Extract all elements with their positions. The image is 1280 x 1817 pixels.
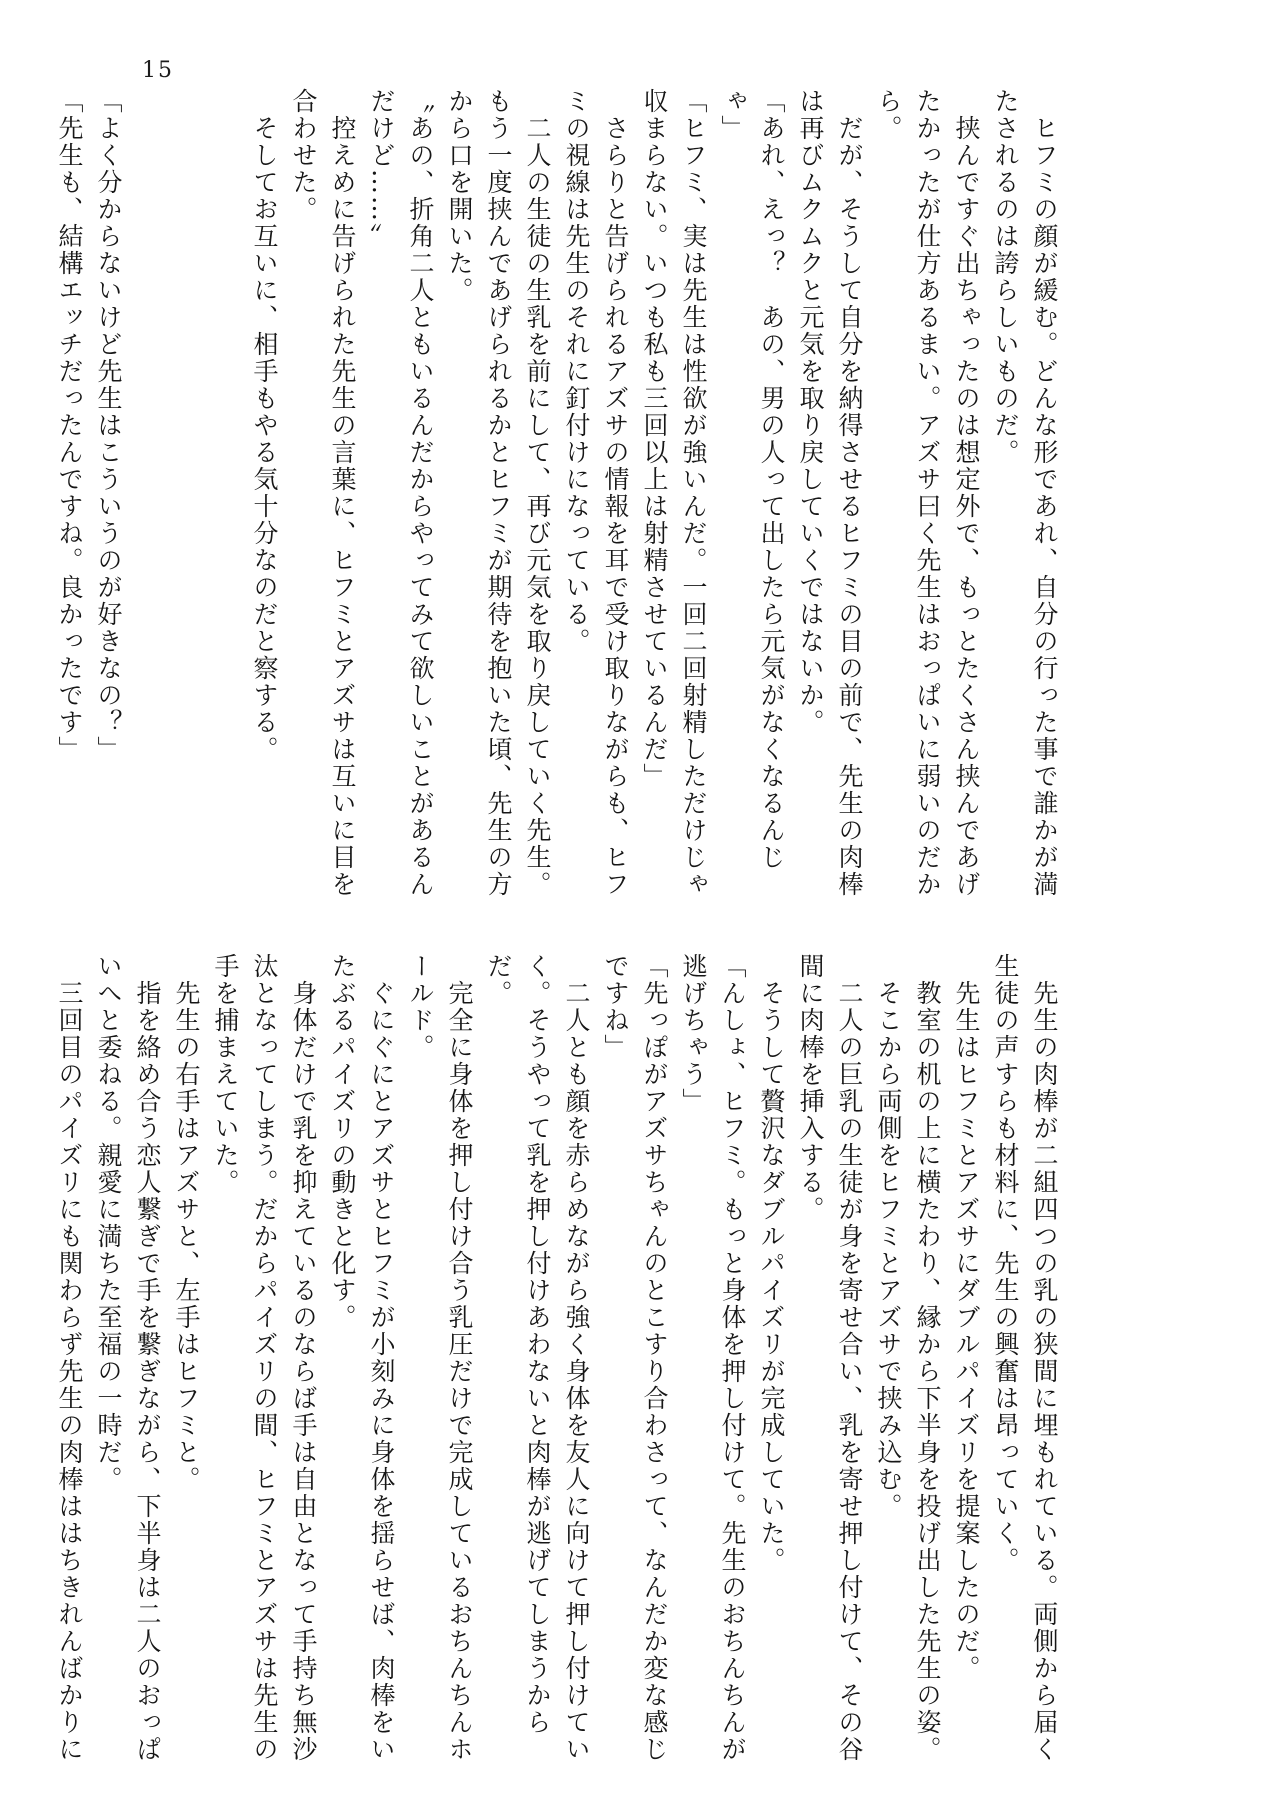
text-line: だが、そうして自分を納得させるヒフミの目の前で、先生の肉棒は再びムクムクと元気を取り戻していくではないか。	[796, 88, 864, 898]
text-line: そしてお互いに、相手もやる気十分なのだと察する。	[250, 88, 279, 763]
text-line: そうして贅沢なダブルパイズリが完成していた。	[757, 953, 786, 1574]
text-line: 教室の机の上に横たわり、縁から下半身を投げ出した先生の姿。	[913, 953, 942, 1763]
text-line: 身体だけで乳を抑えているのならば手は自由となって手持ち無沙汰となってしまう。だからパイズリの間、ヒフミとアズサは先生の手を捕まえていた。	[211, 953, 318, 1763]
text-line: 「よく分からないけど先生はこういうのが好きなの？」	[94, 88, 123, 763]
text-line: 「先っぽがアズサちゃんのとこすり合わさって、なんだか変な感じですね」	[601, 953, 669, 1763]
text-line: 先生の右手はアズサと、左手はヒフミと。	[172, 953, 201, 1493]
text-line: ヒフミの顔が緩む。どんな形であれ、自分の行った事で誰かが満たされるのは誇らしいものだ。	[991, 88, 1059, 898]
text-line: そこから両側をヒフミとアズサで挟み込む。	[874, 953, 903, 1520]
blank-line	[206, 88, 245, 908]
text-line: 「ヒフミ、実は先生は性欲が強いんだ。一回二回射精しただけじゃ収まらない。いつも私も三回以上は射精させているんだ」	[640, 88, 708, 898]
blank-line	[128, 88, 167, 908]
text-line: 二人とも顔を赤らめながら強く身体を友人に向けて押し付けていく。そうやって乳を押し付けあわないと肉棒が逃げてしまうからだ。	[484, 953, 591, 1763]
text-line: 先生はヒフミとアズサにダブルパイズリを提案したのだ。	[952, 953, 981, 1682]
text-line: 完全に身体を押し付け合う乳圧だけで完成しているおちんちんホールド。	[406, 953, 474, 1763]
top-text-block	[55, 88, 1064, 908]
text-line: 「あれ、えっ？ あの、男の人って出したら元気がなくなるんじゃ」	[718, 88, 786, 871]
text-line: 〝あの、折角二人ともいるんだからやってみて欲しいことがあるんだけど……〟	[367, 88, 435, 898]
blank-line	[167, 88, 206, 908]
text-line: ぐにぐにとアズサとヒフミが小刻みに身体を揺らせば、肉棒をいたぶるパイズリの動きと化す。	[328, 953, 396, 1763]
text-line: 指を絡め合う恋人繋ぎで手を繋ぎながら、下半身は二人のおっぱいへと委ねる。親愛に満ちた至福の一時だ。	[94, 953, 162, 1763]
text-line: 「んしょ、ヒフミ。もっと身体を押し付けて。先生のおちんちんが逃げちゃう」	[679, 953, 747, 1763]
bottom-text-block	[55, 953, 1064, 1773]
text-line: 挟んですぐ出ちゃったのは想定外で、もっとたくさん挟んであげたかったが仕方あるまい。アズサ曰く先生はおっぱいに弱いのだから。	[874, 88, 981, 898]
text-line: 二人の生徒の生乳を前にして、再び元気を取り戻していく先生。もう一度挟んであげられるかとヒフミが期待を抱いた頃、先生の方から口を開いた。	[445, 88, 552, 898]
text-line: さらりと告げられるアズサの情報を耳で受け取りながらも、ヒフミの視線は先生のそれに釘付けになっている。	[562, 88, 630, 898]
page-number: 15	[142, 58, 174, 83]
text-line: 三回目のパイズリにも関わらず先生の肉棒ははちきれんばかりに	[55, 953, 84, 1763]
text-line: 控えめに告げられた先生の言葉に、ヒフミとアズサは互いに目を合わせた。	[289, 88, 357, 898]
text-line: 二人の巨乳の生徒が身を寄せ合い、乳を寄せ押し付けて、その谷間に肉棒を挿入する。	[796, 953, 864, 1763]
text-line: 「先生も、結構エッチだったんですね。良かったです」	[55, 88, 84, 763]
text-line: 先生の肉棒が二組四つの乳の狭間に埋もれている。両側から届く生徒の声すらも材料に、先生の興奮は昂っていく。	[991, 953, 1059, 1763]
